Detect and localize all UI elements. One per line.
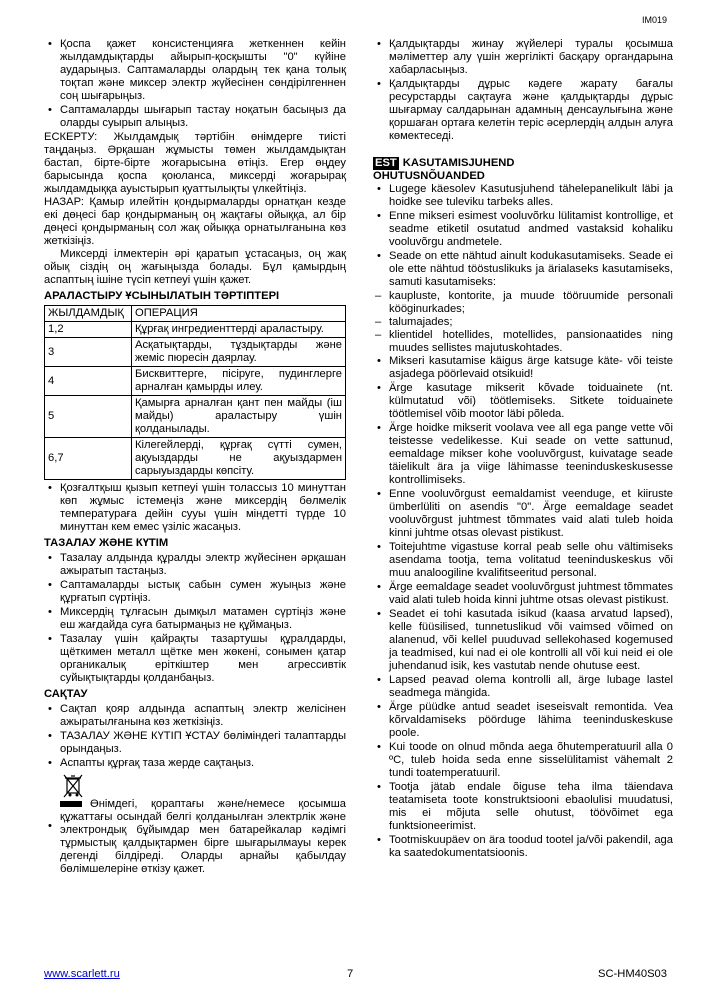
note-attention: НАЗАР: Қамыр илейтін қондырмаларды орнатқан кезде екі дөңесі бар қондырманың оң жақтағы ойыққа, ал бір дөңесі қондырманың сол жақ ойыққа орнатылғанына көз жеткізіңіз. bbox=[44, 196, 346, 247]
recycle-notice bbox=[44, 774, 346, 876]
list-item: • Lapsed peavad olema kontrolli all, ärge lubage lastel seadmega mängida. bbox=[373, 674, 673, 700]
list-item: • Ärge püüdke antud seadet iseseisvalt remontida. Vea kõrvaldamiseks pöörduge lähima teeninduskeskuse poole. bbox=[373, 701, 673, 740]
crossed-bin-icon bbox=[62, 774, 84, 798]
list-item: • Қалдықтарды дұрыс кәдеге жарату бағалы ресурстарды сақтауға және қалдықтарды дұрыс шығармау салдарынан адамның денсаулығына және қоршаған ортаға келетін теріс әсерлердің алдын алуға көмектеседі. bbox=[373, 78, 673, 143]
model-code: IM019 bbox=[641, 15, 667, 25]
dash-item: – kaupluste, kontorite, ja muude tööruumide personali kööginurkades; bbox=[373, 290, 673, 316]
note-warning: ЕСКЕРТУ: Жылдамдық тәртібін өнімдерге тиісті таңдаңыз. Әрқашан жұмысты төмен жылдамдықтан бастап, біртe-біртe жоғарысына өтіңіз. Егер өңдеу барысында қоспа қоюланса, миксерді жоғарырақ жылдамдыққа ауыстырып қуаттылықты үлкейтіңіз. bbox=[44, 131, 346, 195]
footer-model: SC-HM40S03 bbox=[597, 968, 667, 980]
cleaning-heading: ТАЗАЛАУ ЖӘНЕ КҮТІМ bbox=[44, 537, 169, 549]
list-item: • Toitejuhtme vigastuse korral peab selle ohu vältimiseks asendama tootja, tema volitatud teeninduskeskus või muu analoogiline kvalifitseeritud personal. bbox=[373, 541, 673, 580]
list-item: • Tootja jätab endale õiguse teha ilma täiendava teatamiseta toote konstruktsiooni ebaolulisi muudatusi, mis ei mõjuta selle ohutust, töövõimet ega funktsioneerimist. bbox=[373, 781, 673, 833]
recycle-text: Өнімдегі, қораптағы және/немесе қосымша құжаттағы осындай белгі қолданылған электрлік және электрондық бұйымдар мен батарейкалар кәдімгі тұрмыстық қалдықтармен бірге шығарылмауы керек дегенді білдіреді. Оларды арнайы қабылдау бөлімшелеріне өткізу қажет. bbox=[60, 798, 346, 875]
table-row bbox=[45, 322, 346, 338]
estonian-section-title bbox=[373, 157, 673, 170]
table-cell: Кілегейлерді, құрғақ сүтті сумен, ақуыздарды не ақуыздармен сарыуыздарды көпсіту. bbox=[132, 438, 346, 480]
list-item: • Қоспа қажет консистенцияға жеткеннен кейін жылдамдықтарды айырып-қосқышты "0" күйіне аударыңыз. Саптамаларды олардың тек қана толық тоқтап және миксер электр жүйесінен сөндірілгеннен соң шығарыңыз. bbox=[44, 38, 346, 103]
page-number: 7 bbox=[347, 968, 354, 980]
table-row bbox=[45, 338, 346, 367]
website-link[interactable]: www.scarlett.ru bbox=[44, 968, 120, 980]
list-item: • ТАЗАЛАУ ЖӘНЕ КҮТІП ҰСТАУ бөліміндегі талаптарды орындаңыз. bbox=[44, 730, 346, 756]
list-item: • Ärge eemaldage seadet vooluvõrgust juhtmest tõmmates vaid alati tuleb hoida kinni juhtme otsas olevast pistikust. bbox=[373, 581, 673, 607]
speed-table bbox=[44, 305, 346, 480]
table-row bbox=[45, 438, 346, 480]
list-item: • Қозғалтқыш қызып кетпеуі үшін толассыз 10 минуттан көп жұмыс істемеңіз және миксердің бөлмелік температураға дейін сууы үшін міндетті түрде 10 минуттан кем емес үзіліс жасаңыз. bbox=[44, 482, 346, 534]
list-item: • Саптамаларды шығарып тастау ноқатын басыңыз да оларды суырып алыңыз. bbox=[44, 104, 346, 130]
list-item: • Сақтап қояр алдында аспаптың электр желісінен ажыратылғанына көз жеткізіңіз. bbox=[44, 703, 346, 729]
table-cell: Бисквиттерге, пісіруге, пудинглерге арналған қамырды илеу. bbox=[132, 367, 346, 396]
dash-item: – talumajades; bbox=[373, 316, 673, 329]
table-cell: 3 bbox=[45, 338, 132, 367]
list-item: • Enne mikseri esimest vooluvõrku lülitamist kontrollige, et seadme etiketil osutatud andmed vastaksid kohaliku vooluvõrgu andmetele. bbox=[373, 210, 673, 249]
list-item: • Lugege käesolev Kasutusjuhend tähelepanelikult läbi ja hoidke see tuleviku tarbeks alles. bbox=[373, 183, 673, 209]
list-item: • Mikseri kasutamise käigus ärge katsuge käte- või teiste asjadega pöörlevaid otsikuid! bbox=[373, 355, 673, 381]
table-header-operation: ОПЕРАЦИЯ bbox=[132, 306, 346, 322]
table-cell: 1,2 bbox=[45, 322, 132, 338]
left-column bbox=[44, 38, 346, 876]
storage-heading: САҚТАУ bbox=[44, 688, 88, 700]
list-item: • Seadet ei tohi kasutada isikud (kaasa arvatud lapsed), kelle füüsilised, tunnetuslikud või vaimsed võimed on alanenud, või kellel puuduvad sellekohased kogemused ja teadmised, kui nad ei ole kontrolli all või kui neid ei ole juhendanud isik, kes vastutab nende ohutuse eest. bbox=[373, 608, 673, 673]
list-item: • Аспапты құрғақ таза жерде сақтаңыз. bbox=[44, 757, 346, 770]
right-column bbox=[373, 38, 673, 861]
language-tag: EST bbox=[375, 157, 397, 169]
list-item: • Tootmiskuupäev on ära toodud tootel ja/või pakendil, aga ka saatedokumentatsioonis. bbox=[373, 834, 673, 860]
table-cell: 5 bbox=[45, 396, 132, 438]
table-header-row bbox=[45, 306, 346, 322]
list-item: • Ärge hoidke mikserit voolava vee all ega pange vette või teistesse vedelikesse. Kui seade on vette sattunud, eemaldage mikser kohe vooluvõrgust, kuivatage seade täielikult ära ja viige lähimasse teeninduskeskusesse kontrollimiseks. bbox=[373, 422, 673, 487]
black-bar-icon bbox=[60, 801, 82, 807]
guide-title: KASUTAMISJUHEND bbox=[402, 157, 515, 169]
list-item: • Ärge kasutage mikserit kõvade toiduainete (nt. külmutatud või) töötlemiseks. Sitkete toiduainete töötlemisel võib mootor läbi põleda. bbox=[373, 382, 673, 421]
list-item: • Қалдықтарды жинау жүйелері туралы қосымша мәліметтер алу үшін жергілікті басқару органдарына хабарласыңыз. bbox=[373, 38, 673, 77]
table-cell: 4 bbox=[45, 367, 132, 396]
table-cell: Құрғақ ингредиенттерді араластыру. bbox=[132, 322, 346, 338]
note-hooks: Миксерді ілмектерін әрі қаратып ұстасаңыз, оң жақ ойық сіздің оң жағыңызда болады. Бұл қамырдың аспаптың ішіне түсіп кетпеуі үшін қажет. bbox=[44, 248, 346, 286]
list-item: • Kui toode on olnud mõnda aega õhutemperatuuril alla 0 ºC, tuleb hoida seda enne sisselülitamist vähemalt 2 tundi toatemperatuuril. bbox=[373, 741, 673, 780]
list-item: • Саптамаларды ыстық сабын сумен жуыңыз және құрғатып сүртіңіз. bbox=[44, 579, 346, 605]
safety-heading: OHUTUSNÕUANDED bbox=[373, 170, 485, 182]
list-item: • Тазалау алдында құралды электр жүйесінен әрқашан ажыратып тастаңыз. bbox=[44, 552, 346, 578]
list-item: • Seade on ette nähtud ainult kodukasutamiseks. Seade ei ole ette nähtud tööstuslikuks ja ärialaseks kasutamiseks, samuti kasutamiseks: bbox=[373, 250, 673, 289]
table-cell: 6,7 bbox=[45, 438, 132, 480]
mix-modes-heading: АРАЛАСТЫРУ ҰСЫНЫЛАТЫН ТӘРТІПТЕРІ bbox=[44, 290, 280, 302]
table-row bbox=[45, 396, 346, 438]
list-item: • Миксердің тұлғасын дымқыл матамен сүртіңіз және еш жағдайда суға батырмаңыз не құймаңыз. bbox=[44, 606, 346, 632]
table-cell: Асқатықтарды, тұздықтарды және жеміс пюресін даярлау. bbox=[132, 338, 346, 367]
list-item: • Enne vooluvõrgust eemaldamist veenduge, et kiiruste ümberlüliti on asendis "0". Ärge eemaldage seadet vooluvõrgust juhtmest tõmmates vaid alati tuleb hoida kinni juhtme otsas olevast pistikust. bbox=[373, 488, 673, 540]
table-cell: Қамырға арналған қант пен майды (іш майды) араластыру үшін қолданылады. bbox=[132, 396, 346, 438]
table-row bbox=[45, 367, 346, 396]
list-item: • Тазалау үшін қайрақты тазартушы құралдарды, щёткимен металл щётке мен жөкені, сонымен қатар органикалық еріткіштер мен агрессивтік суйықтықтарды қолданбаңыз. bbox=[44, 633, 346, 685]
table-header-speed: ЖЫЛДАМДЫҚ bbox=[45, 306, 132, 322]
dash-item: – klientidel hotellides, motellides, pansionaatides ning muudes sellistes majutuskohtades. bbox=[373, 329, 673, 355]
